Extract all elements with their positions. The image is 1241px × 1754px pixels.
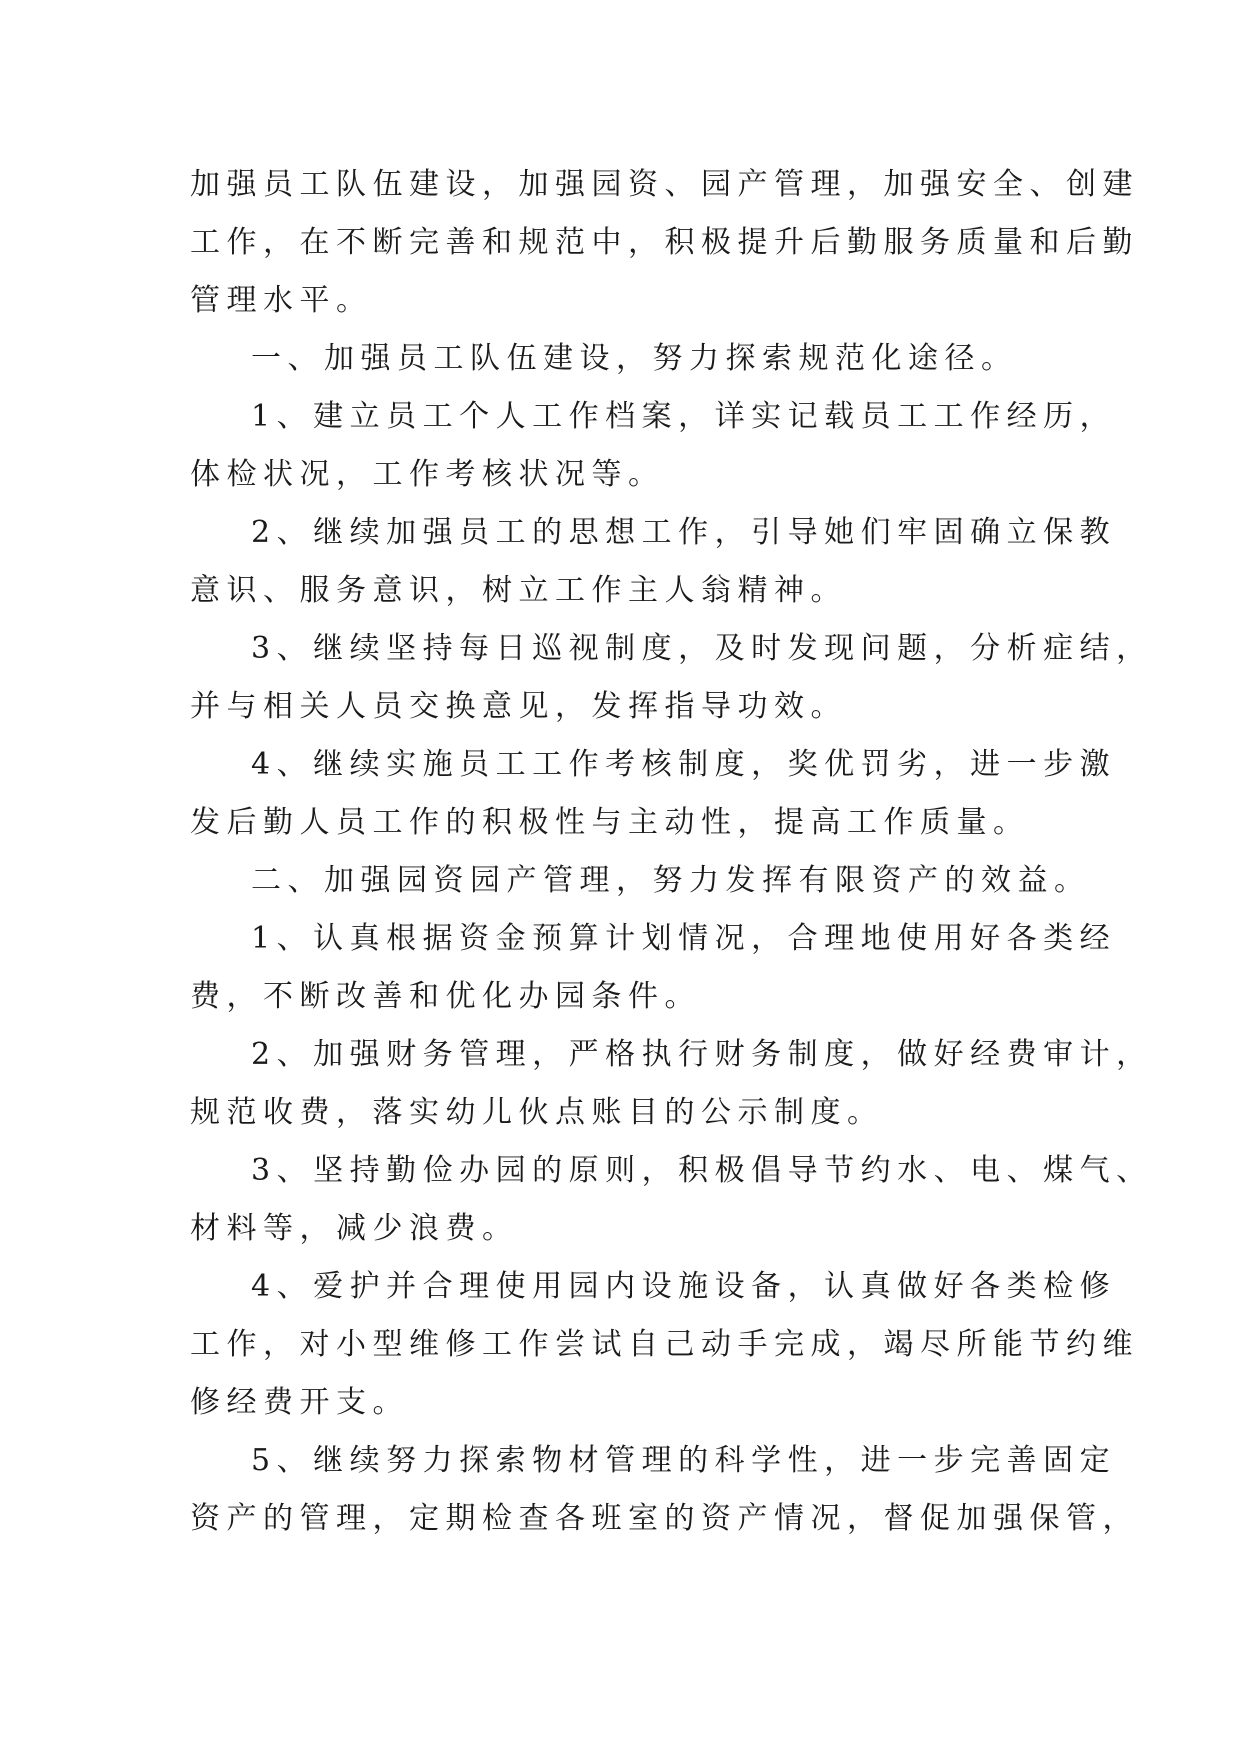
text-line: 并与相关人员交换意见，发挥指导功效。	[190, 689, 847, 724]
text-line: 1、认真根据资金预算计划情况，合理地使用好各类经	[251, 921, 1117, 956]
document-body	[190, 156, 1153, 1548]
text-line: 意识、服务意识，树立工作主人翁精神。	[190, 573, 847, 608]
section-heading-1: 一、加强员工队伍建设，努力探索规范化途径。	[251, 341, 1018, 376]
text-line: 3、继续坚持每日巡视制度，及时发现问题，分析症结，	[251, 631, 1153, 666]
text-line: 工作，在不断完善和规范中，积极提升后勤服务质量和后勤	[190, 225, 1139, 260]
text-line: 费，不断改善和优化办园条件。	[190, 979, 701, 1014]
text-line: 2、加强财务管理，严格执行财务制度，做好经费审计，	[251, 1037, 1153, 1072]
text-line: 2、继续加强员工的思想工作，引导她们牢固确立保教	[251, 515, 1117, 550]
text-line: 5、继续努力探索物材管理的科学性，进一步完善固定	[251, 1443, 1117, 1478]
section-heading-2: 二、加强园资园产管理，努力发挥有限资产的效益。	[251, 863, 1091, 898]
text-line: 管理水平。	[190, 283, 373, 318]
text-line: 发后勤人员工作的积极性与主动性，提高工作质量。	[190, 805, 1030, 840]
text-line: 3、坚持勤俭办园的原则，积极倡导节约水、电、煤气、	[251, 1153, 1153, 1188]
text-line: 材料等，减少浪费。	[190, 1211, 519, 1246]
text-line: 体检状况，工作考核状况等。	[190, 457, 665, 492]
text-line: 工作，对小型维修工作尝试自己动手完成，竭尽所能节约维	[190, 1327, 1139, 1362]
text-line: 加强员工队伍建设，加强园资、园产管理，加强安全、创建	[190, 167, 1139, 202]
text-line: 4、继续实施员工工作考核制度，奖优罚劣，进一步激	[251, 747, 1117, 782]
text-line: 修经费开支。	[190, 1385, 409, 1420]
text-line: 规范收费，落实幼儿伙点账目的公示制度。	[190, 1095, 884, 1130]
text-line: 资产的管理，定期检查各班室的资产情况，督促加强保管，	[190, 1501, 1139, 1536]
text-line: 1、建立员工个人工作档案，详实记载员工工作经历，	[251, 399, 1117, 434]
text-line: 4、爱护并合理使用园内设施设备，认真做好各类检修	[251, 1269, 1117, 1304]
